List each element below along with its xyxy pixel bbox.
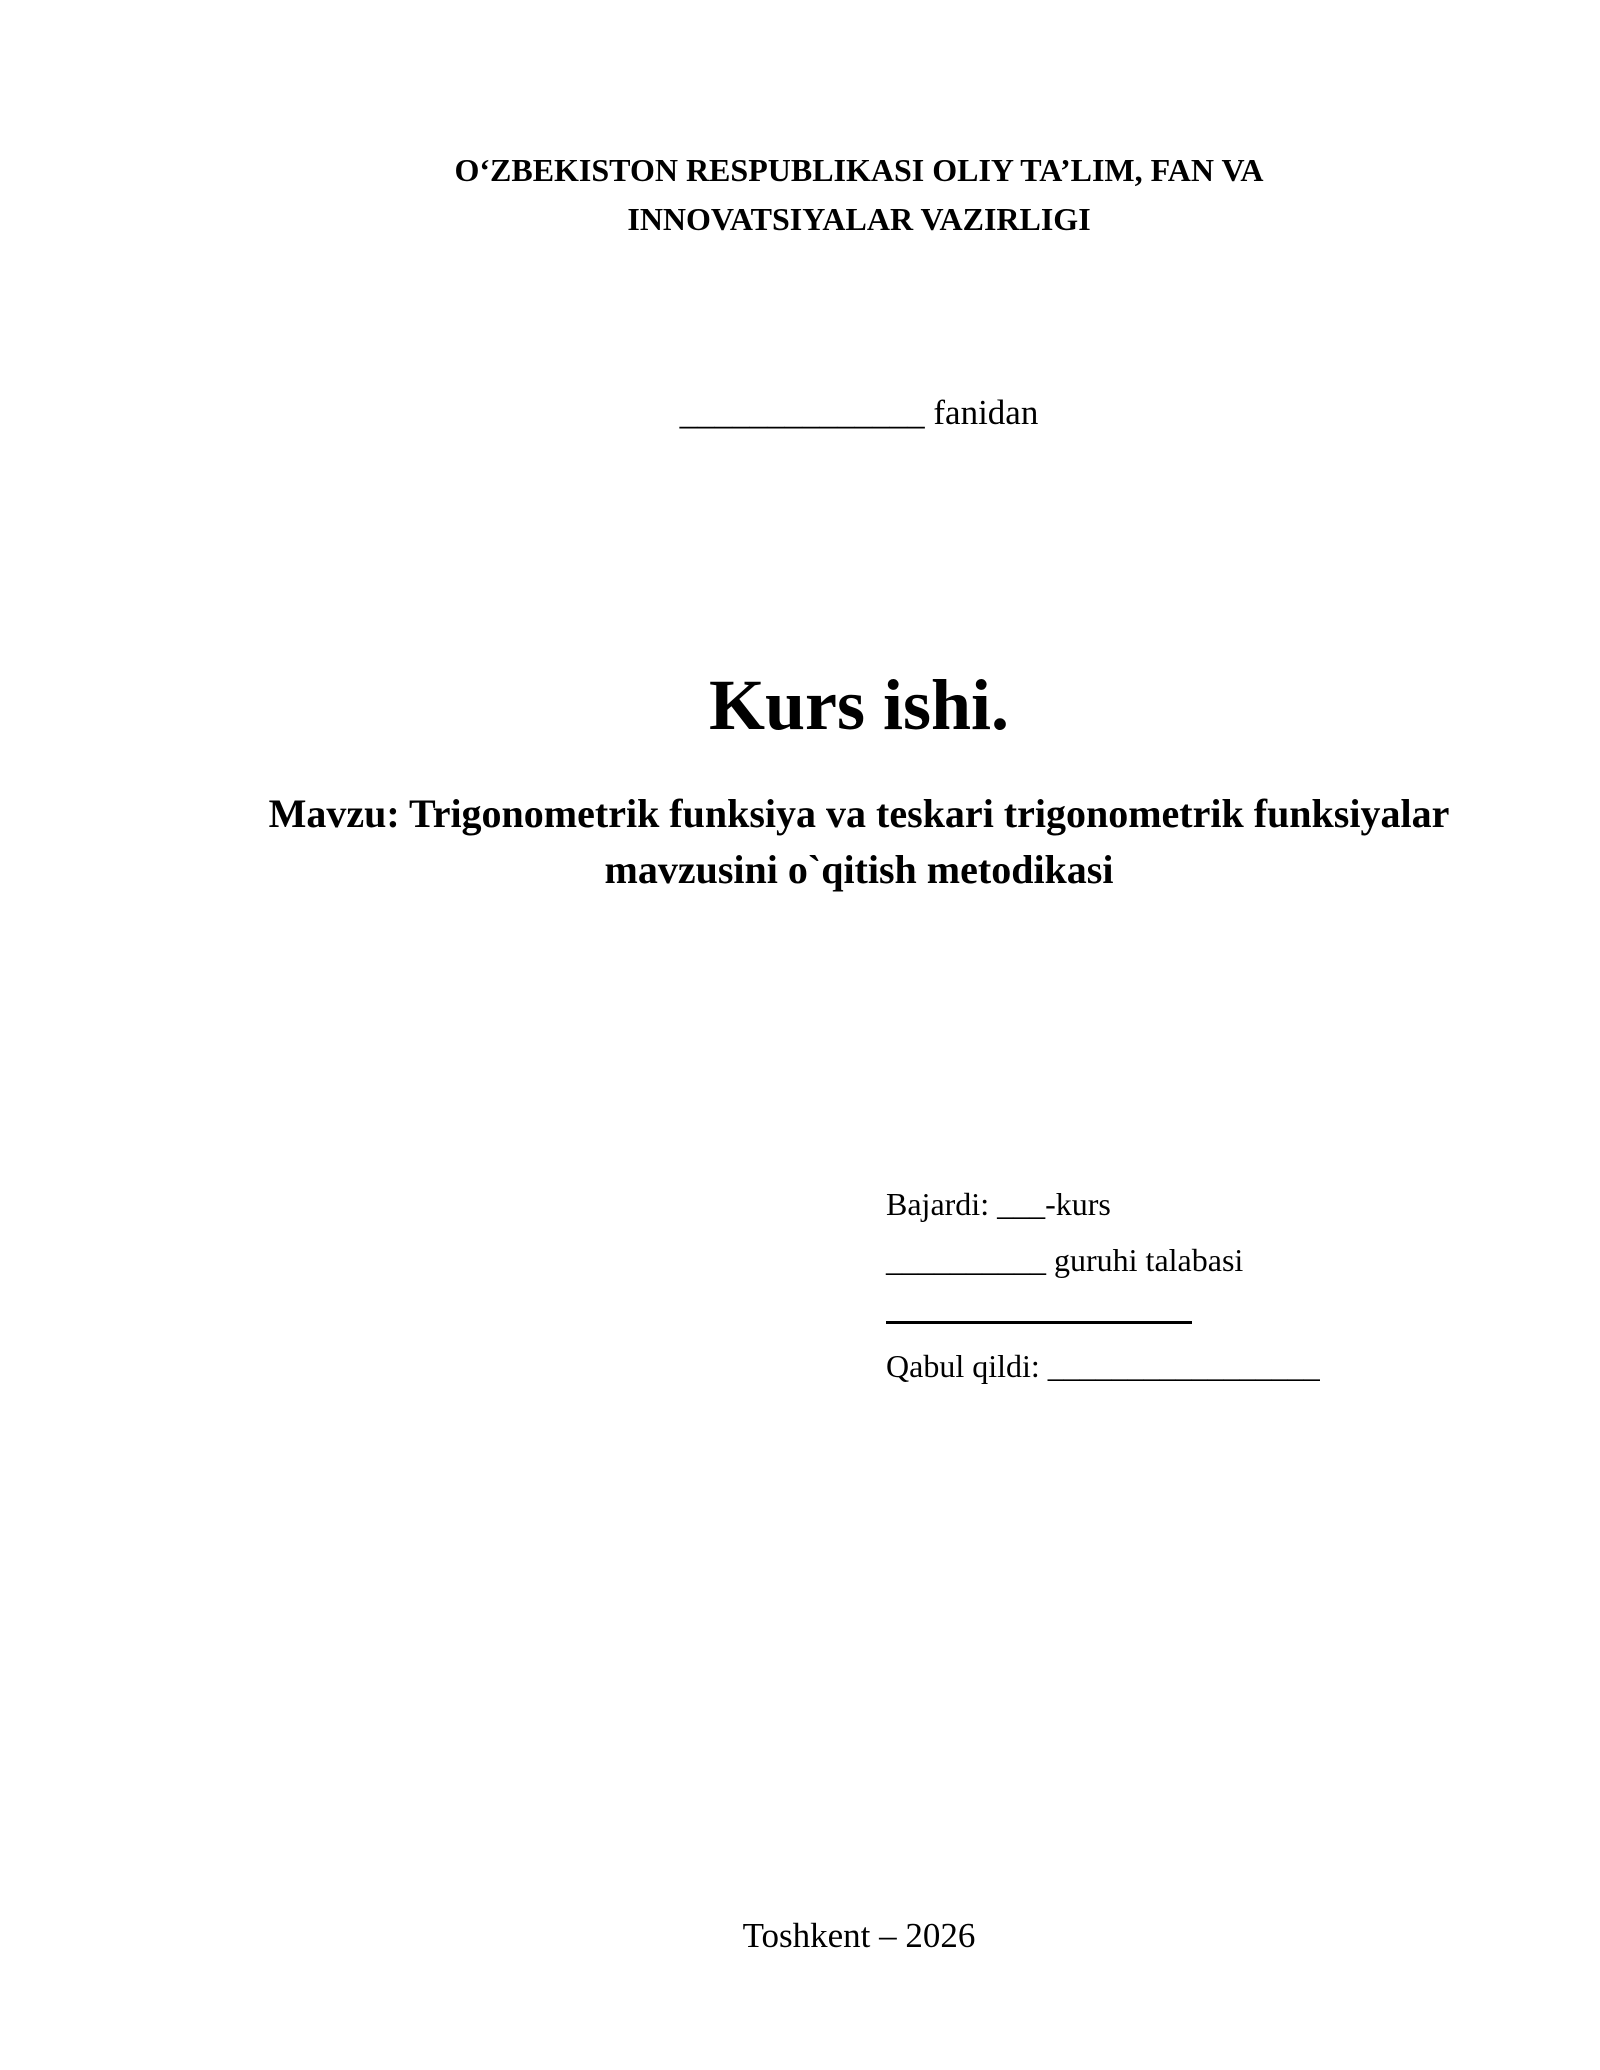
- city-year-footer: Toshkent – 2026: [742, 1916, 976, 1955]
- group-student-line: __________ guruhi talabasi: [886, 1242, 1244, 1278]
- topic-heading: [0, 786, 1600, 898]
- topic-line-2: mavzusini o`qitish metodikasi: [604, 847, 1114, 892]
- student-name-line: [886, 1288, 1486, 1338]
- ministry-heading-line-1: O‘ZBEKISTON RESPUBLIKASI OLIY TA’LIM, FAN VA: [454, 152, 1264, 188]
- student-name-rule: [886, 1321, 1192, 1324]
- author-info-block: [886, 1176, 1486, 1394]
- topic-line-1: Mavzu: Trigonometrik funksiya va teskari trigonometrik funksiyalar: [268, 791, 1450, 836]
- subject-line: ______________ fanidan: [679, 393, 1039, 432]
- ministry-heading-line-2: INNOVATSIYALAR VAZIRLIGI: [627, 201, 1091, 237]
- accepted-by-line: Qabul qildi: _________________: [886, 1348, 1320, 1384]
- document-title: Kurs ishi.: [708, 665, 1010, 745]
- ministry-heading: [0, 146, 1600, 244]
- performed-by-line: Bajardi: ___-kurs: [886, 1186, 1111, 1222]
